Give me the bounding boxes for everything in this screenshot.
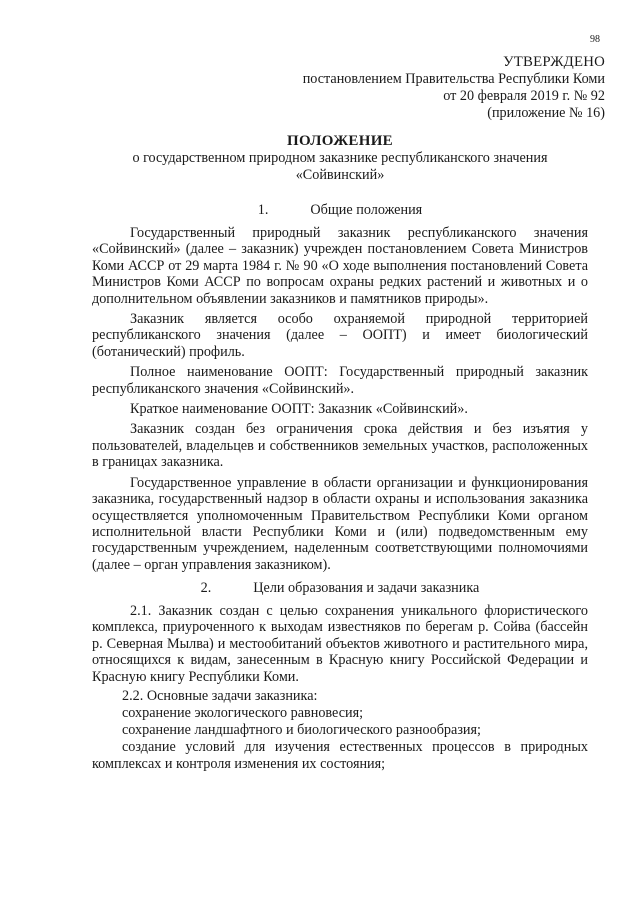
- paragraph: 2.1. Заказник создан с целью сохранения уникального флористического комплекса, приуроченного к выходам известняков по берегам р. Сойва (бассейн р. Северная Мылва) и местообитаний объектов животного и растительного мира, относящихся к видам, занесенным в Красную книгу Российской Федерации и Красную книгу Республики Коми.: [92, 603, 588, 685]
- section-title: Общие положения: [310, 202, 423, 218]
- approval-line: от 20 февраля 2019 г. № 92: [443, 88, 605, 104]
- tasks-heading: 2.2. Основные задачи заказника:: [122, 688, 318, 704]
- paragraph: Государственное управление в области организации и функционирования заказника, государственный надзор в области охраны и использования заказника осуществляется уполномоченным Правительством Республики Коми органом исполнительной власти Республики Коми и (или) подведомственным ему государственным учреждением, наделенным соответствующими полномочиями (далее – орган управления заказником).: [92, 474, 588, 573]
- approval-line: (приложение № 16): [487, 105, 605, 121]
- section-title: Цели образования и задачи заказника: [253, 580, 480, 596]
- page-number: 98: [590, 34, 600, 45]
- list-item: сохранение экологического равновесия;: [122, 705, 364, 721]
- paragraph: Полное наименование ООПТ: Государственный природный заказник республиканского значения «Сойвинский».: [92, 364, 588, 397]
- section-body: [92, 225, 588, 577]
- document-title-block: [90, 133, 590, 184]
- paragraph: Государственный природный заказник республиканского значения «Сойвинский» (далее – заказник) учрежден постановлением Совета Министров Коми АССР от 29 марта 1984 г. № 90 «О ходе выполнения постановлений Совета Министров Коми АССР по вопросам охраны редких растений и животных и о дополнительном объявлении заказников и памятников природы».: [92, 225, 588, 307]
- section-number: 1.: [257, 202, 269, 218]
- tasks-list: [92, 688, 588, 773]
- paragraph: Заказник является особо охраняемой природной территорией республиканского значения (далее – ООПТ) и имеет биологический (ботанический) профиль.: [92, 311, 588, 360]
- paragraph: Заказник создан без ограничения срока действия и без изъятия у пользователей, владельцев и собственников земельных участков, расположенных в границах заказника.: [92, 421, 588, 471]
- document-subtitle: о государственном природном заказнике республиканского значения: [132, 150, 548, 166]
- section-body: [92, 603, 588, 689]
- list-item: сохранение ландшафтного и биологического разнообразия;: [122, 722, 481, 738]
- paragraph: Краткое наименование ООПТ: Заказник «Сойвинский».: [130, 401, 468, 418]
- approval-line: постановлением Правительства Республики Коми: [302, 71, 605, 87]
- approval-heading: УТВЕРЖДЕНО: [503, 54, 605, 70]
- document-title: ПОЛОЖЕНИЕ: [287, 133, 393, 149]
- approval-stamp: [185, 54, 605, 122]
- section-heading: [90, 580, 590, 597]
- document-subtitle: «Сойвинский»: [295, 167, 385, 183]
- section-number: 2.: [200, 580, 212, 596]
- list-item: создание условий для изучения естественных процессов в природных комплексах и контроля изменения их состояния;: [92, 739, 588, 772]
- section-heading: [90, 202, 590, 219]
